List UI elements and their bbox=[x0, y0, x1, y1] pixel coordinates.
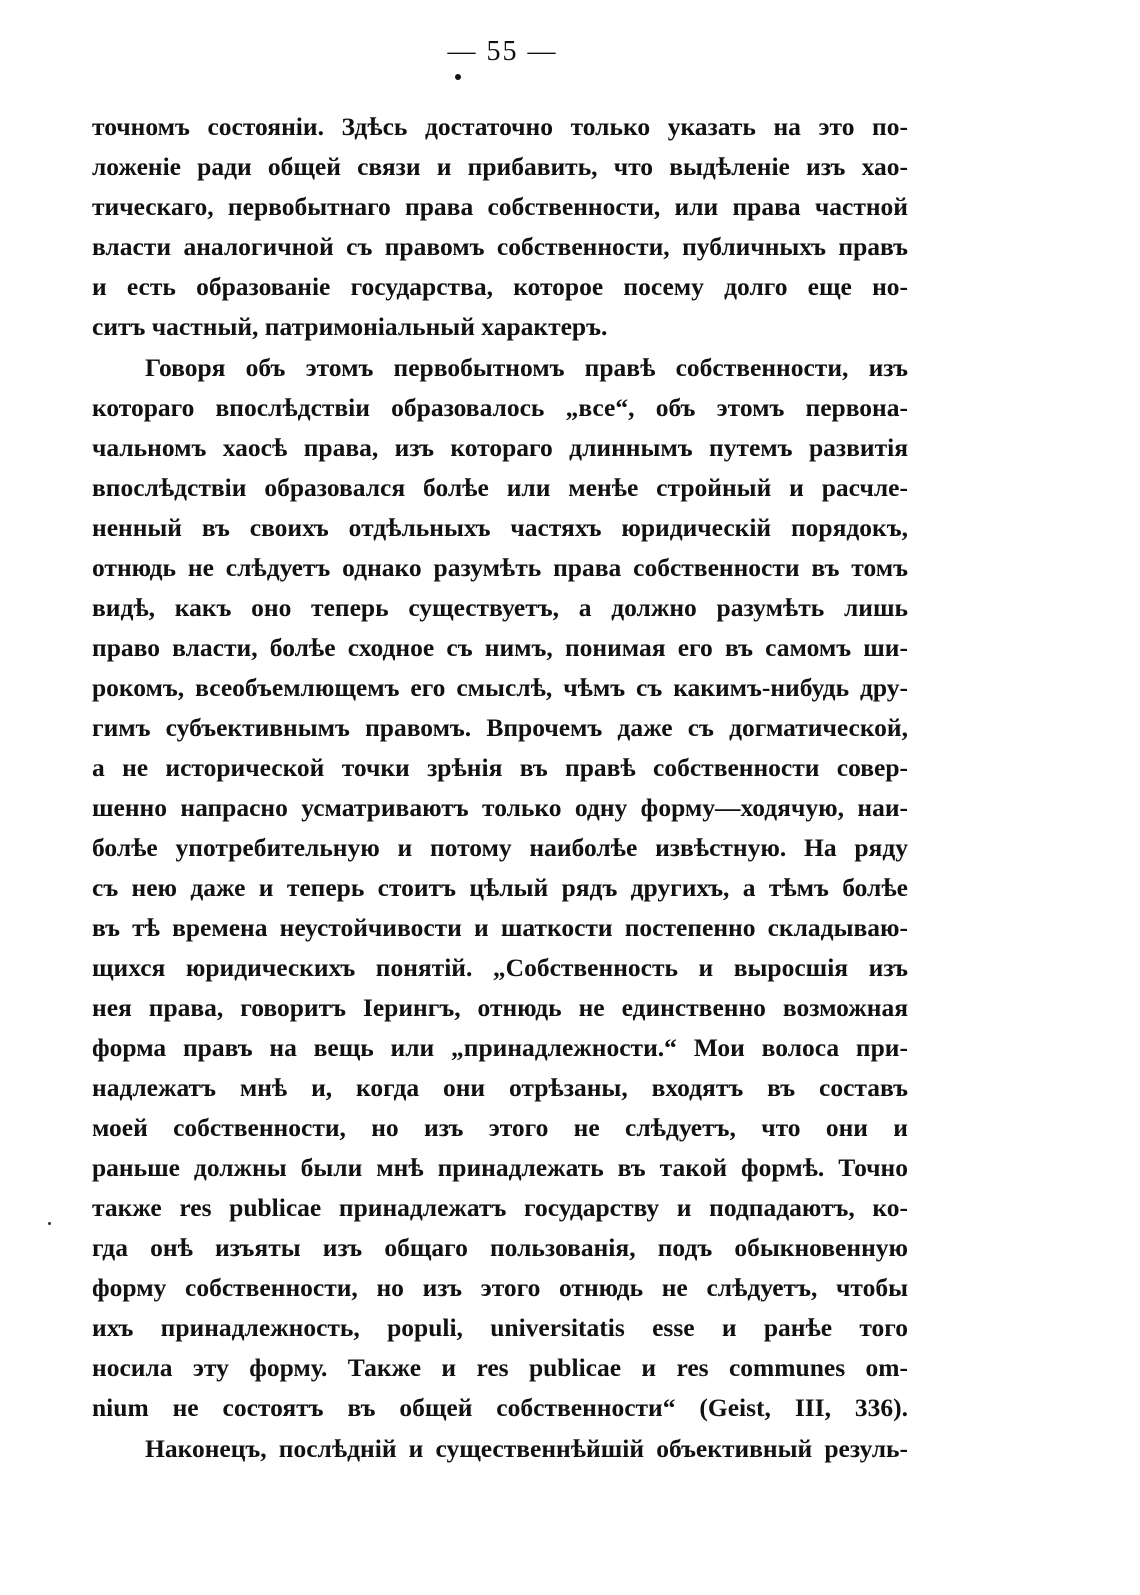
text-line: nium не состоятъ въ общей собственности“ (Geist, III, 336). bbox=[92, 1393, 908, 1422]
ink-dot bbox=[455, 74, 461, 80]
text-line: а не исторической точки зрѣнiя въ правѣ собственности совер- bbox=[92, 753, 908, 782]
text-line: гимъ субъективнымъ правомъ. Впрочемъ даже съ догматической, bbox=[92, 713, 908, 742]
text-line: въ тѣ времена неустойчивости и шаткости постепенно складываю- bbox=[92, 913, 908, 942]
page-number: — 55 — bbox=[447, 36, 558, 67]
text-line: форму собственности, но изъ этого отнюдь не слѣдуетъ, чтобы bbox=[92, 1273, 908, 1302]
text-line: гда онѣ изъяты изъ общаго пользованiя, подъ обыкновенную bbox=[92, 1233, 908, 1262]
text-line: болѣе употребительную и потому наиболѣе извѣстную. На ряду bbox=[92, 833, 908, 862]
text-line: видѣ, какъ оно теперь существуетъ, а должно разумѣть лишь bbox=[92, 593, 908, 622]
text-line: и есть образованiе государства, которое посему долго еще но- bbox=[92, 272, 908, 301]
text-line: раньше должны были мнѣ принадлежать въ такой формѣ. Точно bbox=[92, 1153, 908, 1182]
text-line: ситъ частный, патримонiальный характеръ. bbox=[92, 312, 608, 341]
text-line: котораго впослѣдствiи образовалось „все“, объ этомъ первона- bbox=[92, 393, 908, 422]
text-line: ненный въ своихъ отдѣльныхъ частяхъ юридическiй порядокъ, bbox=[92, 513, 908, 542]
text-line: нея права, говоритъ Iерингъ, отнюдь не единственно возможная bbox=[92, 993, 908, 1022]
text-line: надлежатъ мнѣ и, когда они отрѣзаны, входятъ въ составъ bbox=[92, 1073, 908, 1102]
text-line: власти аналогичной съ правомъ собственности, публичныхъ правъ bbox=[92, 232, 908, 261]
text-line: рокомъ, всеобъемлющемъ его смыслѣ, чѣмъ съ какимъ-нибудь дру- bbox=[92, 673, 908, 702]
text-line: Говоря объ этомъ первобытномъ правѣ собственности, изъ bbox=[145, 353, 908, 382]
text-line: ихъ принадлежность, populi, universitatis esse и ранѣе того bbox=[92, 1313, 908, 1342]
text-line: отнюдь не слѣдуетъ однако разумѣть права собственности въ томъ bbox=[92, 553, 908, 582]
text-line: съ нею даже и теперь стоитъ цѣлый рядъ другихъ, а тѣмъ болѣе bbox=[92, 873, 908, 902]
text-line: моей собственности, но изъ этого не слѣдуетъ, что они и bbox=[92, 1113, 908, 1142]
text-line: шенно напрасно усматриваютъ только одну форму—ходячую, наи- bbox=[92, 793, 908, 822]
text-line: форма правъ на вещь или „принадлежности.“ Мои волоса при- bbox=[92, 1033, 908, 1062]
text-line: право власти, болѣе сходное съ нимъ, понимая его въ самомъ ши- bbox=[92, 633, 908, 662]
text-line: ложенiе ради общей связи и прибавить, что выдѣленiе изъ хао- bbox=[92, 152, 908, 181]
text-line: также res publicae принадлежатъ государству и подпадаютъ, ко- bbox=[92, 1193, 908, 1222]
text-line: точномъ состоянiи. Здѣсь достаточно только указать на это по- bbox=[92, 112, 908, 141]
text-line: впослѣдствiи образовался болѣе или менѣе стройный и расчле- bbox=[92, 473, 908, 502]
text-line: тическаго, первобытнаго права собственности, или права частной bbox=[92, 192, 908, 221]
text-line: щихся юридическихъ понятiй. „Собственность и выросшiя изъ bbox=[92, 953, 908, 982]
text-line: Наконецъ, послѣднiй и существеннѣйшiй объективный резуль- bbox=[145, 1434, 908, 1463]
margin-mark bbox=[48, 1222, 51, 1225]
text-line: чальномъ хаосѣ права, изъ котораго длиннымъ путемъ развитiя bbox=[92, 433, 908, 462]
text-line: носила эту форму. Также и res publicae и res communes om- bbox=[92, 1353, 908, 1382]
